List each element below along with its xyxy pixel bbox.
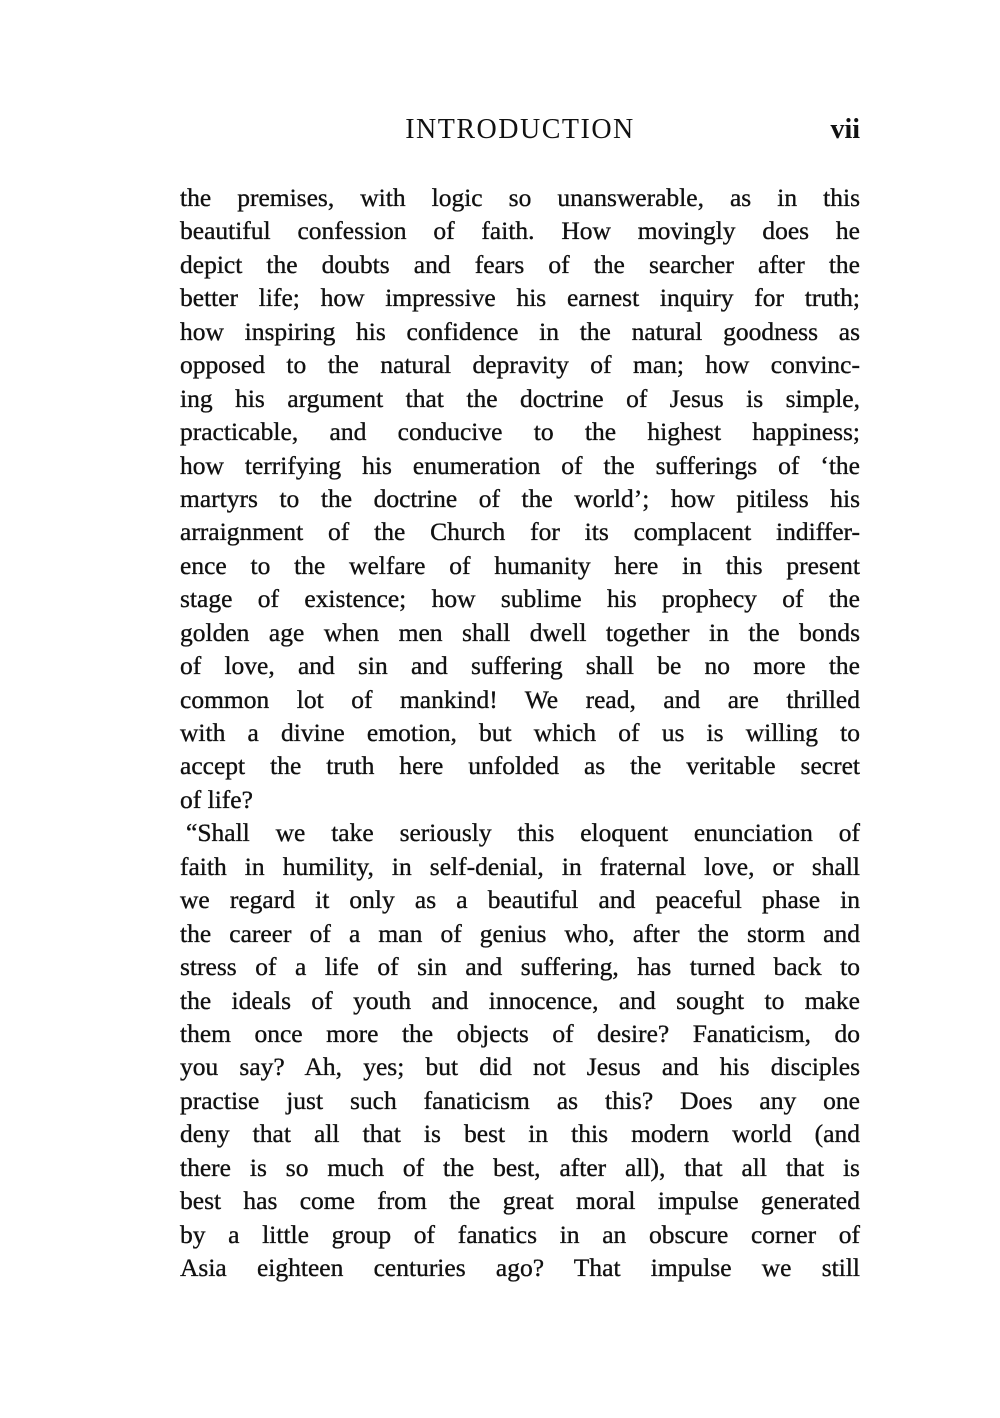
text-line: accept the truth here unfolded as the veritable secret: [180, 751, 860, 781]
text-line: them once more the objects of desire? Fanaticism, do: [180, 1018, 860, 1048]
text-line: depict the doubts and fears of the searcher after the: [180, 249, 860, 279]
text-line: of life?: [180, 784, 253, 814]
body-text: [180, 181, 860, 1284]
text-line: practicable, and conducive to the highest happiness;: [180, 417, 860, 447]
text-line: stage of existence; how sublime his prophecy of the: [180, 584, 860, 614]
page-number: vii: [830, 114, 860, 145]
text-line: golden age when men shall dwell together in the bonds: [180, 617, 860, 647]
text-line: martyrs to the doctrine of the world’; how pitiless his: [180, 483, 860, 513]
text-line: Asia eighteen centuries ago? That impulse we still: [180, 1253, 860, 1282]
text-line: ing his argument that the doctrine of Jesus is simple,: [180, 383, 860, 413]
text-line: you say? Ah, yes; but did not Jesus and his disciples: [180, 1052, 860, 1082]
text-line: beautiful confession of faith. How movingly does he: [180, 216, 860, 246]
text-line: common lot of mankind! We read, and are thrilled: [180, 684, 860, 714]
text-line: best has come from the great moral impulse generated: [180, 1186, 860, 1216]
text-line: how terrifying his enumeration of the sufferings of ‘the: [180, 450, 860, 480]
text-line: faith in humility, in self-denial, in fraternal love, or shall: [180, 851, 860, 881]
text-line: the career of a man of genius who, after the storm and: [180, 918, 860, 948]
text-line: by a little group of fanatics in an obscure corner of: [180, 1219, 860, 1249]
text-line: of love, and sin and suffering shall be no more the: [180, 651, 860, 681]
running-title: INTRODUCTION: [405, 114, 635, 145]
page-header: [180, 114, 860, 150]
paragraph: [180, 181, 860, 816]
paragraph: [180, 816, 860, 1284]
text-line: there is so much of the best, after all), that all that is: [180, 1152, 860, 1182]
text-line: deny that all that is best in this modern world (and: [180, 1119, 860, 1149]
text-line: with a divine emotion, but which of us is willing to: [180, 718, 860, 747]
text-line: how inspiring his confidence in the natural goodness as: [180, 316, 860, 346]
text-line: stress of a life of sin and suffering, has turned back to: [180, 952, 860, 982]
text-line: we regard it only as a beautiful and peaceful phase in: [180, 885, 860, 915]
text-line: the premises, with logic so unanswerable, as in this: [180, 183, 860, 212]
text-line: ence to the welfare of humanity here in this present: [180, 550, 860, 580]
text-line: opposed to the natural depravity of man; how convinc-: [180, 350, 860, 380]
text-line: better life; how impressive his earnest inquiry for truth;: [180, 283, 860, 313]
text-line: arraignment of the Church for its complacent indiffer-: [180, 517, 860, 547]
text-line: “Shall we take seriously this eloquent enunciation of: [186, 818, 860, 848]
text-line: practise just such fanaticism as this? Does any one: [180, 1085, 860, 1115]
text-line: the ideals of youth and innocence, and sought to make: [180, 985, 860, 1015]
